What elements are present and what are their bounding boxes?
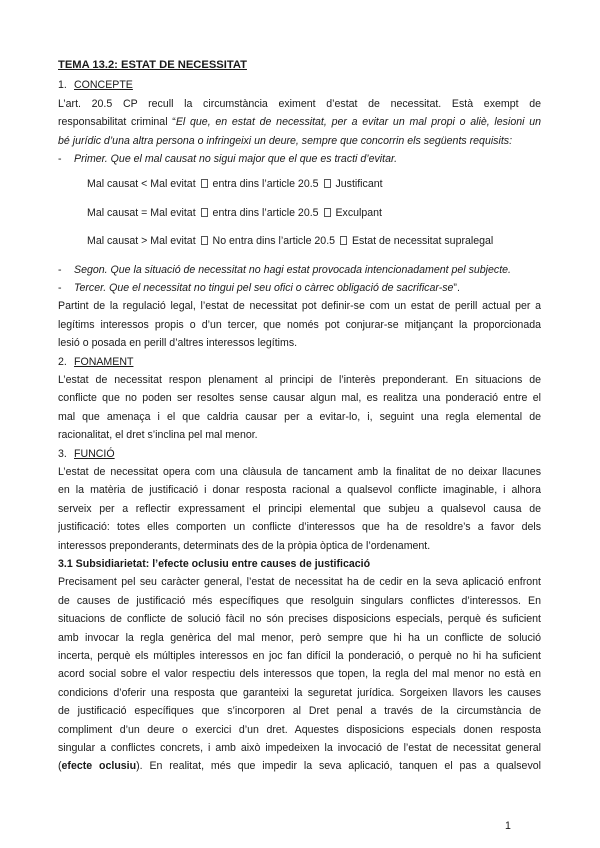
- requirement-text: Segon. Que la situació de necessitat no hagi estat provocada intencionadament pel subjecte.: [74, 263, 511, 276]
- requirement-item: - Primer. Que el mal causat no sigui major que el que es tracti d’evitar.: [58, 153, 398, 165]
- requirement-item: - Tercer. Que el necessitat no tingui pel seu ofici o càrrec obligació de sacrificar-se”.: [58, 282, 460, 295]
- paragraph-line: justificació: totes elles comporten un conflicte d’interessos que ha de resoldre’s a favor dels: [58, 521, 541, 534]
- formula-rule: entra dins l’article 20.5: [212, 178, 319, 191]
- bold-term: efecte oclusiu: [61, 760, 137, 773]
- paragraph-line: serveix per a reflectir expressament el principi elemental que subjeu a qualsevol causa de: [58, 502, 541, 515]
- paragraph-line: compliment d’un deure o exercici d’un dret. Aquestes disposicions especials donen resposta: [58, 723, 541, 736]
- formula-comparison: Mal causat < Mal evitat: [87, 178, 196, 191]
- paragraph-line: [58, 113, 541, 131]
- document-page: [58, 56, 541, 776]
- arrow-icon: [201, 236, 208, 245]
- paragraph-line: situacions de conflicte de solució fàcil no són precises disposicions especials, perquè és suficient: [58, 613, 541, 626]
- section-heading-funcio: [58, 445, 541, 463]
- paragraph-line: condicions d’oferir una resposta que garanteixi la seguretat jurídica. Sorgeixen llavors les causes: [58, 686, 541, 699]
- paragraph-line: singular a conflictes concrets, i amb això impedeixen la invocació de l’estat de necessitat general: [58, 741, 541, 754]
- section-title: FUNCIÓ: [74, 447, 115, 460]
- formula-result: Justificant: [335, 178, 383, 191]
- arrow-icon: [201, 179, 208, 188]
- paragraph-line: de justificació específiques que s’incorporen al Dret penal a través de la circumstància de: [58, 705, 541, 718]
- text-run: ). En realitat, més que impedir la seva aplicació, tanquen el pas a qualsevol: [136, 760, 541, 773]
- text-run: (: [58, 760, 62, 773]
- text-run: responsabilitat criminal “: [58, 116, 176, 129]
- paragraph-line: conflicte que no poden ser resoltes sense causar algun mal, es realitza una ponderació entre el: [58, 392, 541, 405]
- paragraph-line: de causes de justificació més específiques que resolguin singulars conflictes d’interessos. En: [58, 594, 541, 607]
- document-title: TEMA 13.2: ESTAT DE NECESSITAT: [58, 59, 247, 71]
- paragraph-line: L’art. 20.5 CP recull la circumstància eximent d’estat de necessitat. Està exempt de: [58, 97, 541, 110]
- paragraph-line: L’estat de necessitat opera com una clàusula de tancament amb la finalitat de no deixar llacunes: [58, 466, 541, 479]
- section-number: 3.: [58, 447, 67, 460]
- formula-line: [58, 232, 541, 250]
- paragraph-line: incerta, perquè els múltiples interessos en joc fan difícil la ponderació, o perquè no hi ha suficient: [58, 649, 541, 662]
- paragraph-line: legítims interessos propis o d’un tercer, que només pot conjurar-se mitjançant la proporcionada: [58, 318, 541, 331]
- paragraph-line: mal que amenaça i el que caldria causar per a evitar-lo, i, seguint una regla elemental de: [58, 410, 541, 423]
- requirement-text: Primer. Que el mal causat no sigui major que el que es tracti d’evitar.: [74, 153, 398, 165]
- formula-result: Exculpant: [335, 206, 382, 219]
- paragraph-line: L’estat de necessitat respon plenament al principi de l’interès preponderant. En situacions de: [58, 374, 541, 387]
- subsection-heading: 3.1 Subsidiarietat: l’efecte oclusiu entre causes de justificació: [58, 557, 371, 570]
- paragraph-line: bé jurídic d’una altra persona o infringeixi un deure, sempre que concorrin els següents requisits:: [58, 134, 513, 147]
- paragraph-line: amb invocar la regla genèrica del mal menor, però sempre que hi ha un conflicte de solució: [58, 631, 541, 644]
- formula-result: Estat de necessitat supralegal: [351, 235, 494, 248]
- formula-line: [58, 204, 541, 222]
- page-number: 1: [505, 820, 511, 832]
- arrow-icon: [324, 179, 331, 188]
- formula-rule: No entra dins l’article 20.5: [212, 235, 336, 248]
- paragraph-line: Partint de la regulació legal, l’estat de necessitat pot definir-se com un estat de perill actual per a: [58, 300, 541, 313]
- paragraph-line: racionalitat, el dret s’inclina pel mal menor.: [58, 429, 258, 442]
- requirement-text: Tercer. Que el necessitat no tingui pel seu ofici o càrrec obligació de sacrificar-se: [74, 282, 454, 295]
- section-title: FONAMENT: [74, 355, 134, 368]
- quote-close: ”.: [453, 282, 460, 295]
- section-title: CONCEPTE: [74, 79, 133, 92]
- section-heading-fonament: [58, 353, 541, 371]
- paragraph-line: lesió o posada en perill d’altres interessos legítims.: [58, 337, 298, 350]
- paragraph-line: acord social sobre el valor respectiu dels interessos que topen, la regla del mal menor no està en: [58, 668, 541, 681]
- arrow-icon: [201, 208, 208, 217]
- arrow-icon: [340, 236, 347, 245]
- formula-comparison: Mal causat = Mal evitat: [87, 206, 196, 219]
- arrow-icon: [324, 208, 331, 217]
- formula-line: [58, 175, 541, 193]
- formula-rule: entra dins l’article 20.5: [212, 206, 319, 219]
- requirement-item: - Segon. Que la situació de necessitat no hagi estat provocada intencionadament pel subjecte.: [58, 263, 511, 276]
- section-number: 1.: [58, 79, 67, 92]
- formula-comparison: Mal causat > Mal evitat: [87, 235, 196, 248]
- section-number: 2.: [58, 355, 67, 368]
- paragraph-line: interessos preponderants, determinats des de la pròpia òptica de l’ordenament.: [58, 539, 431, 552]
- quote-run: El que, en estat de necessitat, per a evitar un mal propi o aliè, lesioni un: [175, 116, 541, 129]
- paragraph-line: Precisament pel seu caràcter general, l’estat de necessitat ha de cedir en la seva aplicació enfront: [58, 576, 541, 589]
- paragraph-line: en la matèria de justificació i donar resposta racional a qualsevol conflicte imaginable, i alhora: [58, 484, 541, 497]
- section-heading-concepte: [58, 76, 541, 94]
- paragraph-line: [58, 757, 541, 775]
